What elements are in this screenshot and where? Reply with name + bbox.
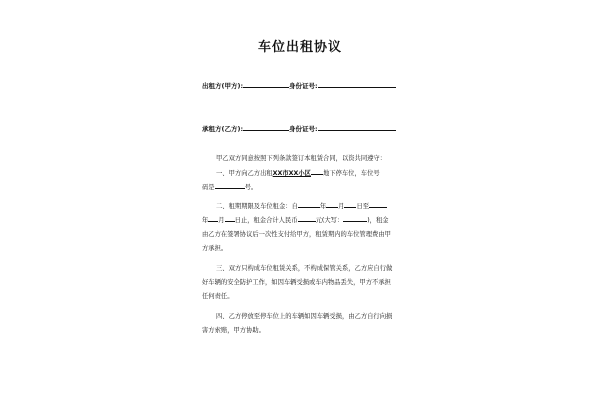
- intro-paragraph: 甲乙双方同意按照下列条款签订本租赁合同，以资共同遵守：: [216, 155, 387, 162]
- clause-2-blank-month1: [326, 201, 338, 208]
- clause-1-line2-prefix: 码是: [202, 184, 215, 191]
- clause-2-prefix: 二、租期期限及车位租金：自: [216, 203, 298, 210]
- clause-2-blank-amount: [298, 215, 316, 222]
- clause-2-blank-day1: [344, 201, 356, 208]
- lessee-label: 承租方(乙方):: [202, 125, 244, 133]
- clause-2-yuan: 元(大写：: [315, 217, 344, 224]
- lessor-id-label: 身份证号:: [289, 82, 318, 90]
- clause-1-spot-blank: [215, 182, 245, 189]
- clause-2-line-2: [202, 214, 402, 228]
- document-title: 车位出租协议: [257, 40, 342, 55]
- clause-4-line-2: 害方索赔，甲方协助。: [202, 327, 265, 334]
- clause-2-year1: 年: [319, 203, 327, 210]
- clause-2-line2-day: 日止，租金合计人民币: [234, 217, 298, 224]
- lessee-line: [202, 123, 396, 134]
- clause-2-line2-month: 月: [218, 217, 225, 224]
- clause-1-line-1: [216, 167, 416, 181]
- clause-4-line-1: 四、乙方停放至停车位上的车辆如因车辆受损，由乙方自行向损: [216, 313, 393, 320]
- clause-3-line-1: 三、双方只构成车位租赁关系，不构成保管关系，乙方应自行做: [216, 265, 393, 272]
- lessor-label: 出租方(甲方):: [202, 82, 244, 90]
- lessor-line: [202, 80, 396, 91]
- lessee-name-blank: [243, 123, 289, 131]
- clause-2-close-rent: )，租金: [367, 217, 389, 224]
- clause-2-blank-day2: [225, 215, 235, 222]
- clause-1-line-2: [202, 181, 402, 195]
- clause-2-line-1: [216, 200, 416, 214]
- clause-2-blank-year1: [298, 201, 320, 208]
- clause-2-day-to: 日至: [356, 203, 370, 210]
- clause-2-line2-year: 年: [202, 217, 209, 224]
- lessee-id-label: 身份证号:: [289, 125, 318, 133]
- clause-2-line-3: 由乙方在签署协议后一次性支付给甲方，租赁期内的车位管理费由甲: [202, 231, 391, 238]
- clause-3-line-2: 好车辆的安全防护工作，如因车辆受损或车内物品丢失，甲方不承担: [202, 279, 391, 286]
- clause-2-month1: 月: [338, 203, 345, 210]
- clause-2-blank-uppercase: [343, 215, 367, 222]
- clause-1-blank-a: [311, 168, 323, 175]
- clause-1-prefix: 一、甲方向乙方出租: [216, 170, 273, 177]
- lessor-name-blank: [243, 80, 289, 88]
- lessee-id-blank: [318, 123, 396, 131]
- clause-1-middle: 地下停车位，车位号: [322, 170, 380, 177]
- clause-2-blank-year2: [369, 201, 387, 208]
- clause-1-location: XX市XX小区: [272, 170, 311, 177]
- clause-1-line2-suffix: 号。: [244, 184, 258, 191]
- lessor-id-blank: [318, 80, 396, 88]
- clause-2-line-4: 方承担。: [202, 245, 228, 252]
- clause-3-line-3: 任何责任。: [202, 293, 234, 300]
- clause-2-blank-month2: [208, 215, 218, 222]
